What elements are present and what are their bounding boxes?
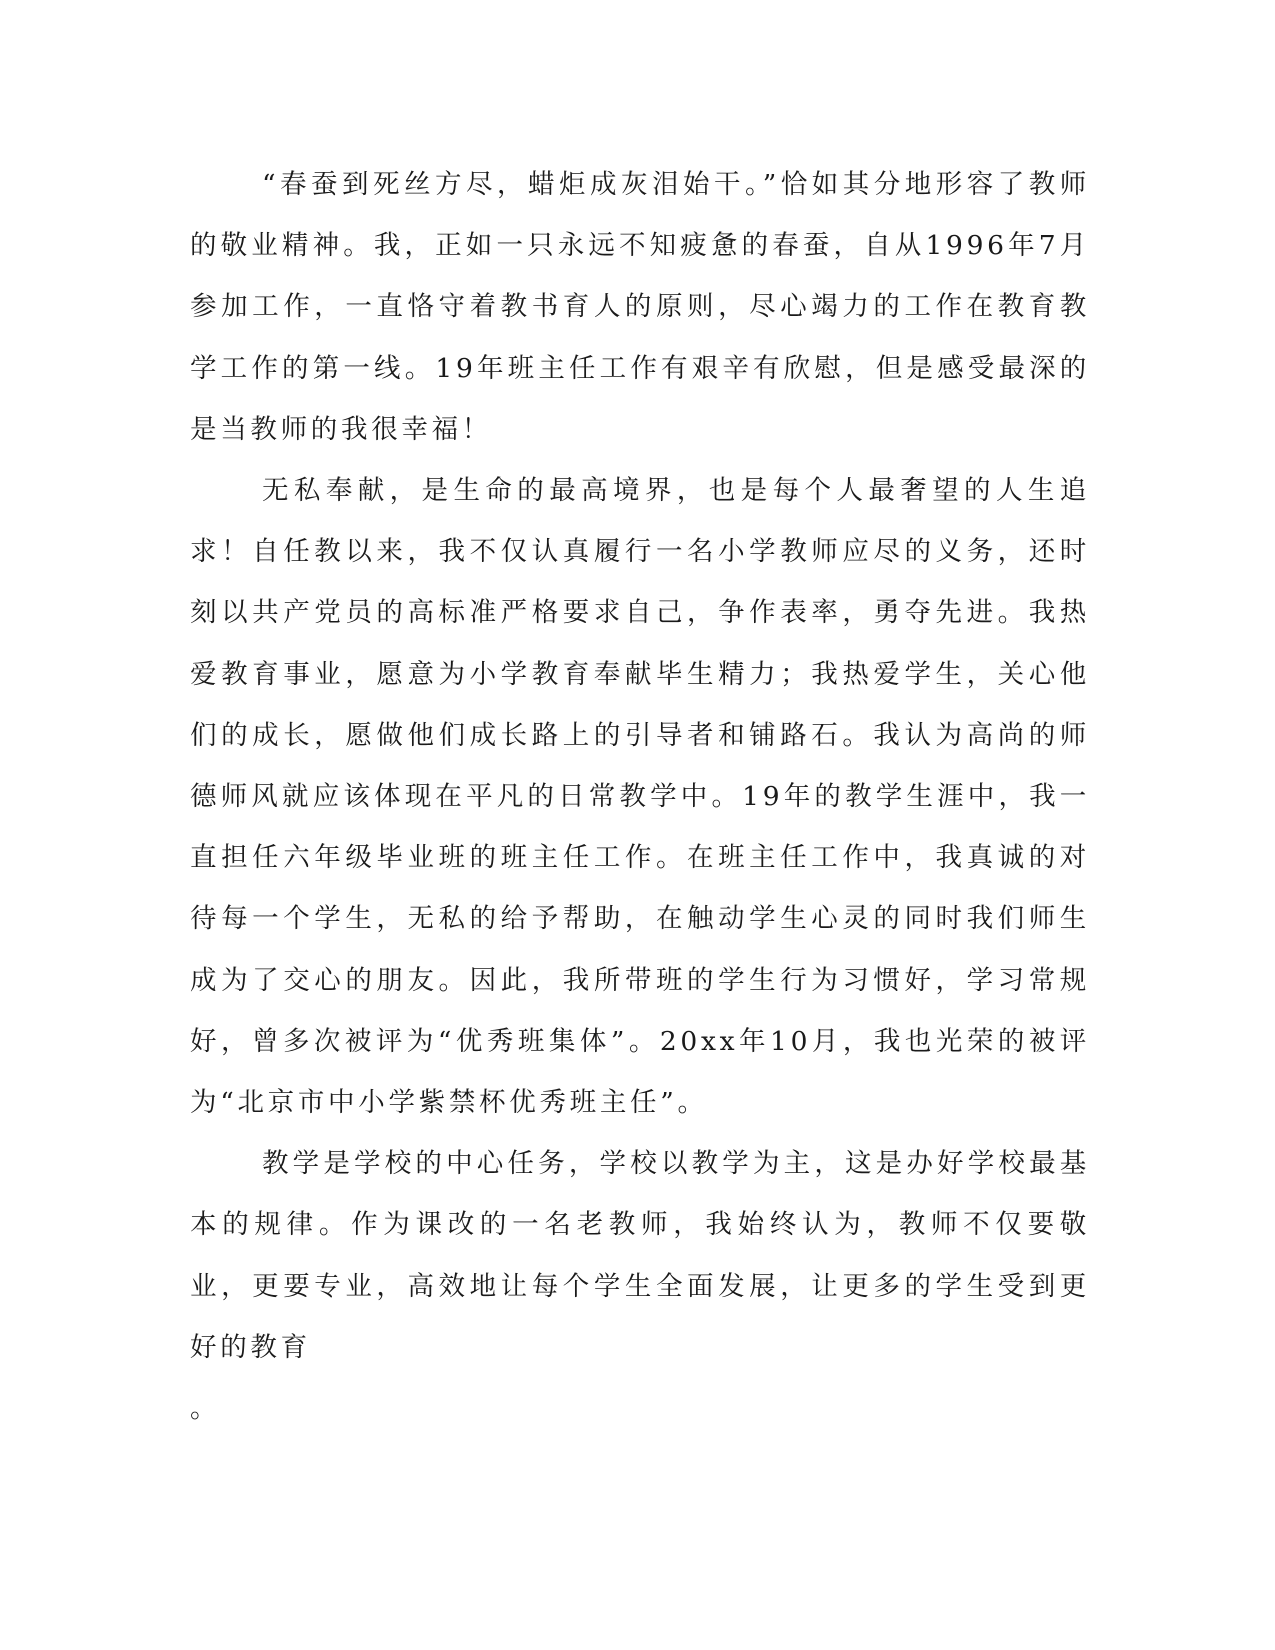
document-body bbox=[190, 154, 1090, 1439]
paragraph-2: 无私奉献，是生命的最高境界，也是每个人最奢望的人生追求！自任教以来，我不仅认真履行一名小学教师应尽的义务，还时刻以共产党员的高标准严格要求自己，争作表率，勇夺先进。我热爱教育事业，愿意为小学教育奉献毕生精力；我热爱学生，关心他们的成长，愿做他们成长路上的引导者和铺路石。我认为高尚的师德师风就应该体现在平凡的日常教学中。19年的教学生涯中，我一直担任六年级毕业班的班主任工作。在班主任工作中，我真诚的对待每一个学生，无私的给予帮助，在触动学生心灵的同时我们师生成为了交心的朋友。因此，我所带班的学生行为习惯好，学习常规好，曾多次被评为“优秀班集体”。20xx年10月，我也光荣的被评为“北京市中小学紫禁杯优秀班主任”。 bbox=[190, 475, 1090, 1119]
paragraph-1: “春蚕到死丝方尽，蜡炬成灰泪始干。”恰如其分地形容了教师的敬业精神。我，正如一只永远不知疲惫的春蚕，自从1996年7月参加工作，一直恪守着教书育人的原则，尽心竭力的工作在教育教学工作的第一线。19年班主任工作有艰辛有欣慰，但是感受最深的是当教师的我很幸福！ bbox=[190, 169, 1090, 445]
paragraph-3: 教学是学校的中心任务，学校以教学为主，这是办好学校最基本的规律。作为课改的一名老教师，我始终认为，教师不仅要敬业，更要专业，高效地让每个学生全面发展，让更多的学生受到更好的教育 bbox=[190, 1148, 1090, 1363]
paragraph-3-trailing-period: 。 bbox=[190, 1393, 221, 1425]
